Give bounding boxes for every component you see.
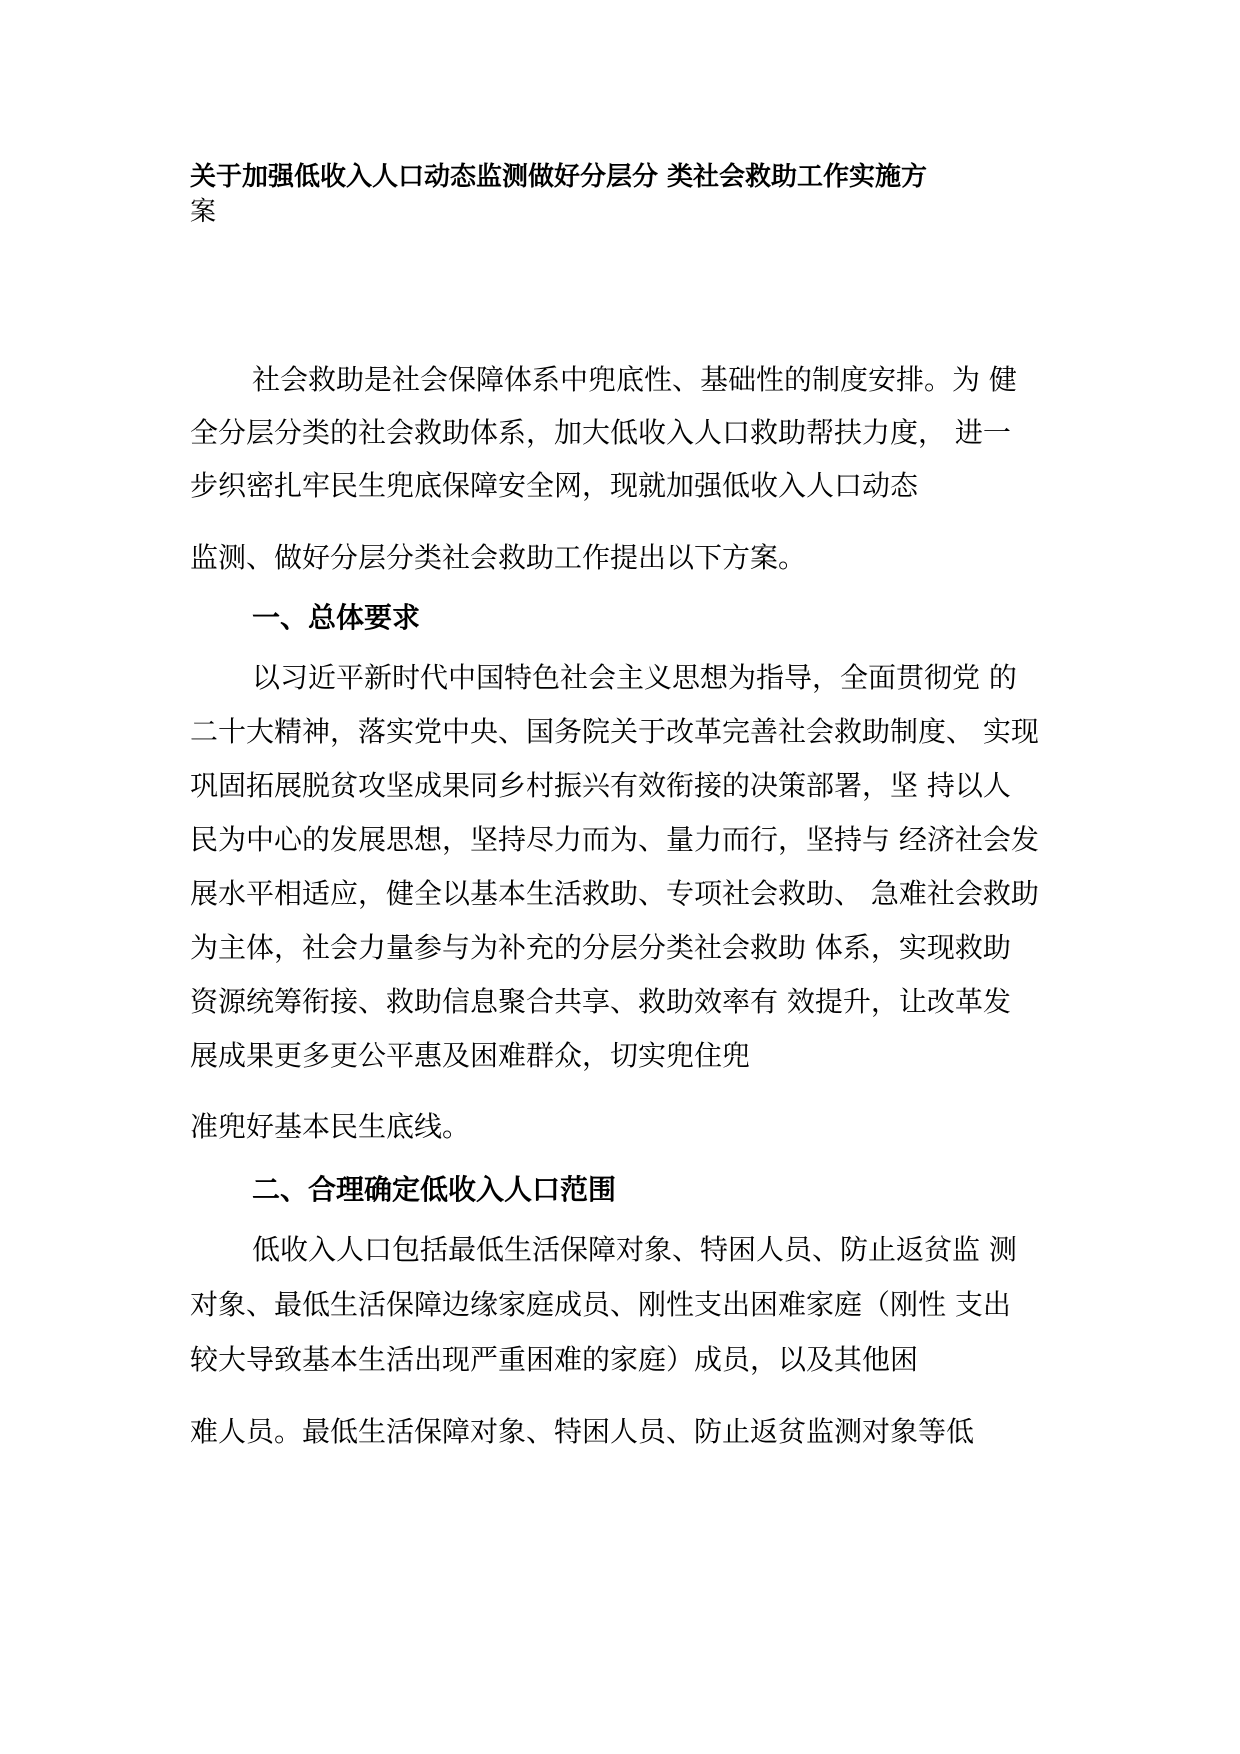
body-line: 对象、最低生活保障边缘家庭成员、刚性支出困难家庭（刚性 支出 — [190, 1288, 1011, 1321]
body-line: 步织密扎牢民生兜底保障安全网，现就加强低收入人口动态 — [190, 469, 919, 502]
body-line: 难人员。最低生活保障对象、特困人员、防止返贫监测对象等低 — [190, 1415, 975, 1448]
body-line: 资源统筹衔接、救助信息聚合共享、救助效率有 效提升，让改革发 — [190, 985, 1011, 1018]
body-line: 展成果更多更公平惠及困难群众，切实兜住兜 — [190, 1039, 751, 1072]
body-line: 巩固拓展脱贫攻坚成果同乡村振兴有效衔接的决策部署，坚 持以人 — [190, 769, 1011, 802]
body-line: 二十大精神，落实党中央、国务院关于改革完善社会救助制度、 实现 — [190, 715, 1039, 748]
body-line: 展水平相适应，健全以基本生活救助、专项社会救助、 急难社会救助 — [190, 877, 1039, 910]
body-line: 社会救助是社会保障体系中兜底性、基础性的制度安排。为 健 — [252, 363, 1017, 396]
body-line: 低收入人口包括最低生活保障对象、特困人员、防止返贫监 测 — [252, 1233, 1017, 1266]
body-line: 全分层分类的社会救助体系，加大低收入人口救助帮扶力度， 进一 — [190, 416, 1011, 449]
section-heading-1: 一、总体要求 — [252, 601, 421, 634]
body-line: 为主体，社会力量参与为补充的分层分类社会救助 体系，实现救助 — [190, 931, 1011, 964]
body-line: 准兜好基本民生底线。 — [190, 1110, 471, 1143]
document-title-continuation: 案 — [190, 197, 217, 227]
document-title: 关于加强低收入人口动态监测做好分层分 类社会救助工作实施方 — [190, 162, 928, 192]
body-line: 以习近平新时代中国特色社会主义思想为指导，全面贯彻党 的 — [252, 661, 1017, 694]
body-line: 民为中心的发展思想，坚持尽力而为、量力而行，坚持与 经济社会发 — [190, 823, 1039, 856]
body-line: 监测、做好分层分类社会救助工作提出以下方案。 — [190, 541, 807, 574]
section-heading-2: 二、合理确定低收入人口范围 — [252, 1173, 617, 1206]
body-line: 较大导致基本生活出现严重困难的家庭）成员，以及其他困 — [190, 1343, 919, 1376]
